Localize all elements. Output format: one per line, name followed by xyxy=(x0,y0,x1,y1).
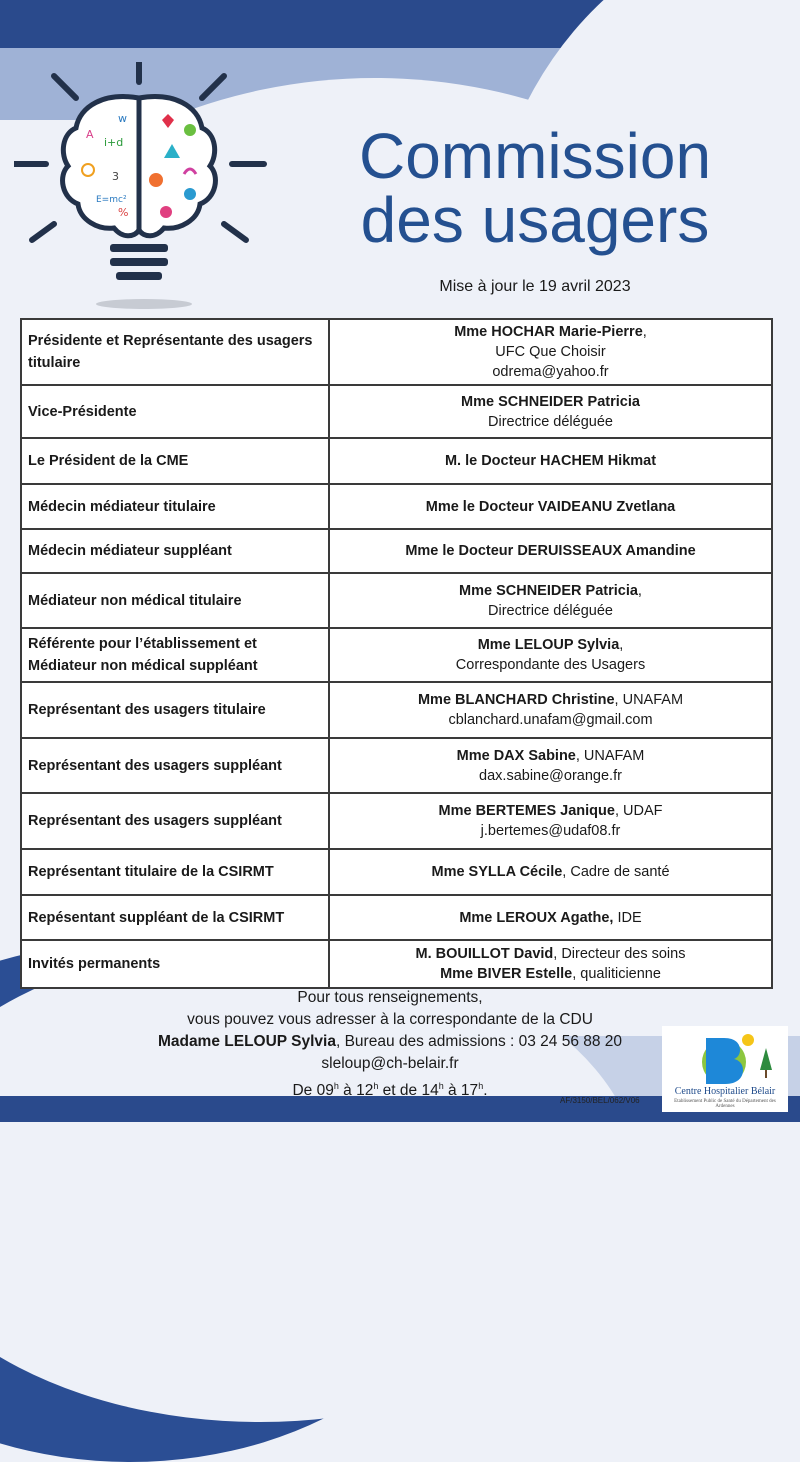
svg-text:w: w xyxy=(118,112,127,125)
member-suffix: , xyxy=(637,582,642,599)
member-name: Mme LEROUX Agathe, xyxy=(459,909,614,926)
table-row xyxy=(21,385,772,438)
person-cell xyxy=(329,849,772,895)
member-suffix: , UDAF xyxy=(614,803,663,819)
table-row xyxy=(21,895,772,940)
member-suffix: , xyxy=(619,637,624,653)
person-cell xyxy=(329,573,772,628)
update-date: Mise à jour le 19 avril 2023 xyxy=(439,278,631,295)
member-name: Mme SCHNEIDER Patricia xyxy=(459,582,638,599)
role-cell: Le Président de la CME xyxy=(21,438,329,484)
person-cell xyxy=(329,793,772,849)
person-cell xyxy=(329,895,772,940)
role-cell: Représentant des usagers suppléant xyxy=(21,738,329,793)
footer-line: vous pouvez vous adresser à la correspondante de la CDU xyxy=(187,1011,593,1028)
member-name: Mme BIVER Estelle xyxy=(440,966,573,982)
person-cell xyxy=(329,628,772,682)
member-suffix: , xyxy=(642,324,647,340)
role-cell: Médecin médiateur suppléant xyxy=(21,529,329,573)
svg-text:A: A xyxy=(86,128,94,141)
person-cell xyxy=(329,529,772,573)
table-row xyxy=(21,682,772,738)
role-cell: Représentant des usagers titulaire xyxy=(21,682,329,738)
role-cell: Vice-Présidente xyxy=(21,385,329,438)
contact-name: Madame LELOUP Sylvia xyxy=(157,1033,336,1050)
role-line: Médiateur non médical suppléant xyxy=(28,658,258,674)
table-row xyxy=(21,793,772,849)
role-cell: Repésentant suppléant de la CSIRMT xyxy=(21,895,329,940)
role-cell: Invités permanents xyxy=(21,940,329,988)
member-function: Correspondante des Usagers xyxy=(455,657,646,673)
logo-name: Centre Hospitalier Bélair xyxy=(674,1086,776,1097)
member-name: Mme le Docteur VAIDEANU Zvetlana xyxy=(425,498,676,515)
member-name: Mme SCHNEIDER Patricia xyxy=(461,393,640,410)
member-suffix: IDE xyxy=(613,909,642,926)
member-name: M. le Docteur HACHEM Hikmat xyxy=(444,453,657,469)
contact-details: , Bureau des admissions : 03 24 56 88 20 xyxy=(335,1033,623,1050)
contact-footer xyxy=(100,987,680,1102)
table-row xyxy=(21,438,772,484)
member-suffix: , Cadre de santé xyxy=(562,864,670,880)
table-row xyxy=(21,529,772,573)
role-cell xyxy=(21,628,329,682)
member-suffix: , UNAFAM xyxy=(614,692,684,708)
member-email: cblanchard.unafam@gmail.com xyxy=(448,712,653,728)
member-name: Mme HOCHAR Marie-Pierre xyxy=(454,324,643,340)
table-row xyxy=(21,849,772,895)
member-name: Mme DAX Sabine xyxy=(456,747,576,764)
table-row xyxy=(21,738,772,793)
member-email: j.bertemes@udaf08.fr xyxy=(480,823,621,839)
svg-text:E=mc²: E=mc² xyxy=(96,195,127,205)
svg-text:i+d: i+d xyxy=(104,136,124,149)
person-cell xyxy=(329,385,772,438)
member-name: Mme BLANCHARD Christine xyxy=(417,692,615,708)
members-table xyxy=(20,318,773,989)
footer-contact xyxy=(100,1031,680,1053)
role-line: Référente pour l’établissement et xyxy=(28,636,257,652)
page-title: Commission des usagers xyxy=(358,120,712,256)
member-function: Directrice déléguée xyxy=(488,602,613,619)
svg-text:3: 3 xyxy=(112,170,119,183)
role-cell: Représentant titulaire de la CSIRMT xyxy=(21,849,329,895)
person-cell xyxy=(329,738,772,793)
lightbulb-brain-icon xyxy=(14,62,274,312)
role-cell: Représentant des usagers suppléant xyxy=(21,793,329,849)
member-email: dax.sabine@orange.fr xyxy=(479,767,622,784)
hospital-logo xyxy=(662,1026,788,1112)
member-name: Mme SYLLA Cécile xyxy=(431,864,563,880)
opening-hours: De 09$^h$ à 12$^h$ et de 14$^h$ à 17$^h$. xyxy=(292,1081,488,1100)
member-name: Mme le Docteur DERUISSEAUX Amandine xyxy=(405,543,696,559)
person-cell xyxy=(329,319,772,385)
member-email: odrema@yahoo.fr xyxy=(492,364,609,380)
table-row xyxy=(21,628,772,682)
person-cell xyxy=(329,484,772,529)
role-cell: Médiateur non médical titulaire xyxy=(21,573,329,628)
person-cell xyxy=(329,682,772,738)
document-reference: AF/3150/BEL/062/V06 xyxy=(560,1096,640,1105)
member-name: Mme LELOUP Sylvia xyxy=(477,637,620,653)
member-suffix: , Directeur des soins xyxy=(553,946,686,962)
table-row xyxy=(21,573,772,628)
member-name: M. BOUILLOT David xyxy=(415,946,554,962)
footer-line: Pour tous renseignements, xyxy=(297,989,483,1006)
table-row xyxy=(21,319,772,385)
role-cell: Médecin médiateur titulaire xyxy=(21,484,329,529)
person-cell xyxy=(329,438,772,484)
table-row xyxy=(21,940,772,988)
member-suffix: , UNAFAM xyxy=(575,747,645,764)
member-function: Directrice déléguée xyxy=(488,413,613,430)
role-cell: Présidente et Représentante des usagers titulaire xyxy=(21,319,329,385)
svg-text:%: % xyxy=(118,206,129,219)
member-organisation: UFC Que Choisir xyxy=(495,344,606,360)
member-suffix: , qualiticienne xyxy=(572,966,661,982)
person-cell xyxy=(329,940,772,988)
member-name: Mme BERTEMES Janique xyxy=(438,803,615,819)
logo-tagline: Etablissement Public de Santé du Département des Ardennes xyxy=(674,1099,776,1109)
contact-email[interactable]: sleloup@ch-belair.fr xyxy=(321,1055,459,1072)
table-row xyxy=(21,484,772,529)
